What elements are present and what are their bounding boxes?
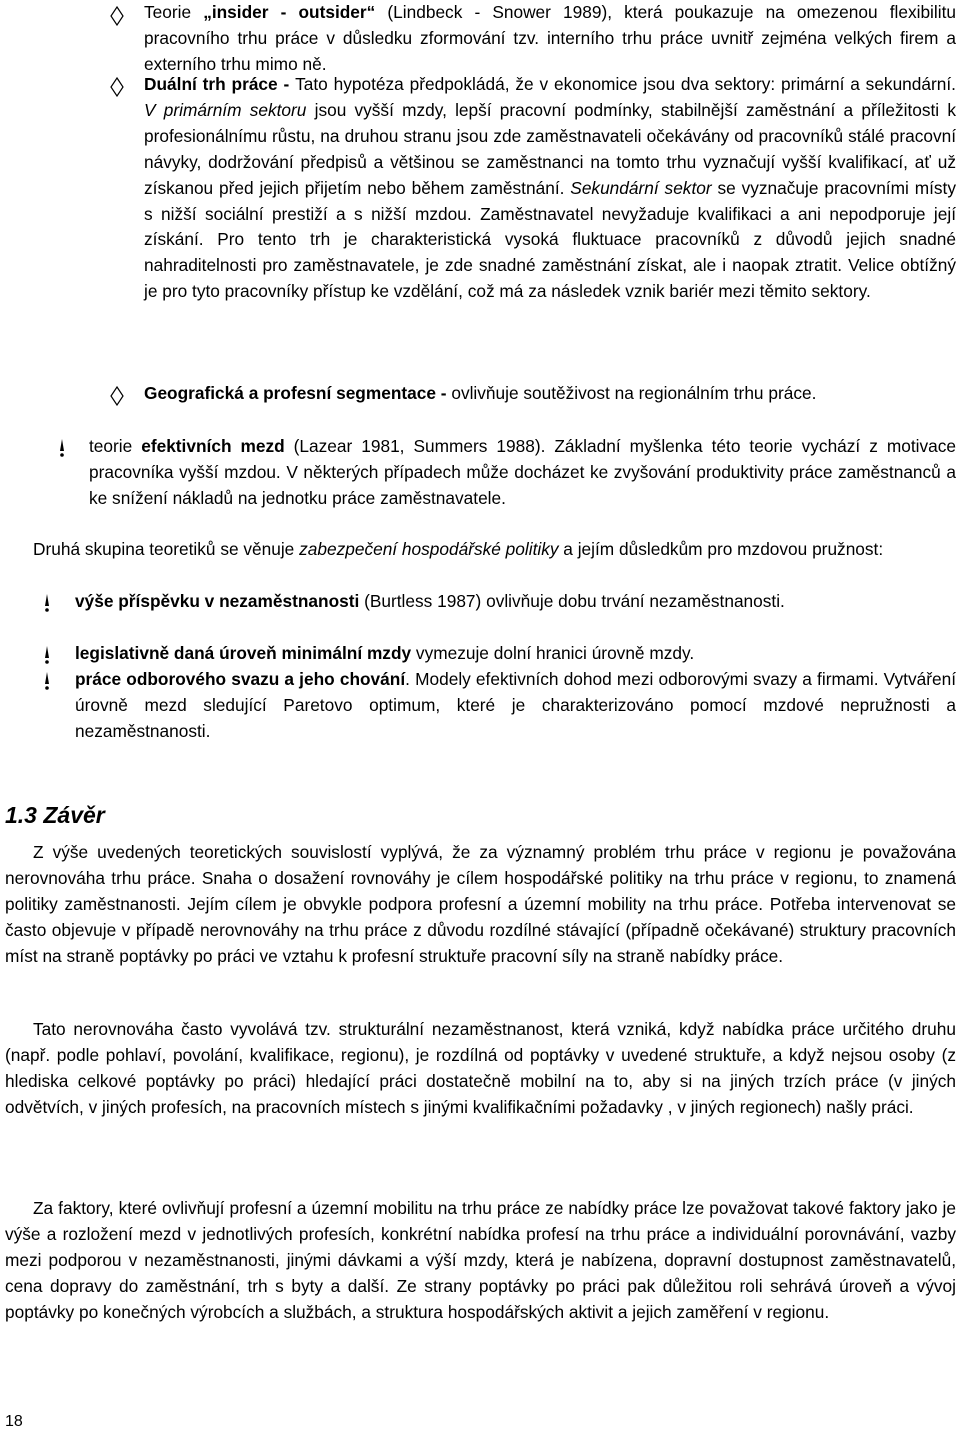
bullet-unemployment-benefit	[75, 589, 956, 615]
item-bold-term: práce odborového svazu a jeho chování	[75, 669, 406, 689]
item-italic-term: Sekundární sektor	[570, 177, 712, 198]
item-bold-term: efektivních mezd	[141, 436, 285, 456]
item-italic-term: zabezpečení hospodářské politiky	[299, 539, 559, 559]
page-number: 18	[5, 1413, 23, 1430]
item-text: (Lindbeck - Snower 1989), která poukazuje na omezenou flexibilitu pracovního trhu práce v důsledku zformování tzv. interního trhu práce uvnitř zejména velkých firem a externího trhu mimo ně.	[144, 2, 956, 74]
conclusion-paragraph-1: Z výše uvedených teoretických souvislostí vyplývá, že za významný problém trhu práce v regionu je považována nerovnováha trhu práce. Snaha o dosažení rovnováhy je cílem hospodářské politiky na trhu práce v regionu, to znamená politiky zaměstnanosti. Jejím cílem je obvykle podpora profesní a územní mobility na trhu práce. Potřeba intervenovat se často objevuje v případě nerovnováhy na trhu práce z důvodu rozdílné stávající (případně očekávané) struktury pracovních míst na straně poptávky po práci ve vztahu k profesní struktuře pracovní síly na straně nabídky práce.	[5, 842, 956, 966]
item-text: teorie	[89, 436, 142, 456]
diamond-outline-icon	[110, 77, 124, 97]
bullet-minimum-wage	[75, 641, 956, 667]
bullet-trade-union	[75, 667, 956, 745]
item-text: a jejím důsledkům pro mzdovou pružnost:	[558, 539, 884, 559]
item-text: se vyznačuje pracovními místy s nižší sociální prestiží a s nižší mzdou. Zaměstnavatel nevyžaduje kvalifikaci a ani nepodporuje její získání. Pro tento trh je charakteristická vysoká fluktuace pracovníků z důvodů jejich snadné nahraditelnosti pro zaměstnavatele, je zde snadné zaměstnání získat, ale i naopak ztratit. Velice obtížný je pro tyto pracovníky přístup ke vzdělání, což má za následek vznik bariér mezi těmito sektory.	[144, 177, 956, 302]
dual-labor-market	[144, 72, 956, 305]
section-heading: 1.3 Závěr	[5, 802, 105, 828]
conclusion-paragraph-2: Tato nerovnováha často vyvolává tzv. strukturální nezaměstnanost, která vzniká, když nabídka práce určitého druhu (např. podle pohlaví, povolání, kvalifikace, regionu), je rozdílná od poptávky v uvedené struktuře, a když nejsou osoby (z hlediska celkové poptávky po práci) hledající práci dostatečně mobilní na to, aby si na jiných trzích práce (v jiných odvětvích, v jiných profesích, na pracovních místech s jinými kvalifikačními požadavky , v jiných regionech) našly práci.	[5, 1019, 956, 1117]
item-bold-term: Geografická a profesní segmentace -	[144, 383, 452, 403]
exclamation-bullet-icon	[40, 645, 54, 665]
diamond-outline-icon	[110, 386, 124, 406]
item-text: Tato hypotéza předpokládá, že v ekonomice jsou dva sektory: primární a sekundární.	[295, 74, 956, 94]
item-text: jsou vyšší mzdy, lepší pracovní podmínky, stabilnější zaměstnání a příležitosti k profesionálnímu růstu, na druhou stranu jsou zde zaměstnavateli očekávány od pracovníků stálé pracovní návyky, dodržování předpisů a většinou se zaměstnanci na tomto trhu vyznačují vyšší kvalifikací, ať už získanou před jejich přijetím nebo během zaměstnání.	[144, 99, 956, 198]
item-text: (Lazear 1981, Summers 1988). Základní myšlenka této teorie vychází z motivace pracovníka vyšší mzdou. V některých případech může docházet ke zvyšování produktivity práce zaměstnanců a ke snížení nákladů na jednotku práce zaměstnavatele.	[89, 436, 956, 508]
item-text: Teorie	[144, 2, 204, 22]
exclamation-bullet-icon	[40, 671, 54, 691]
exclamation-bullet-icon	[40, 593, 54, 613]
item-text: . Modely efektivních dohod mezi odborovými svazy a firmami. Vytváření úrovně mezd sledující Paretovo optimum, které je charakterizováno pomocí mzdové nepružnosti a nezaměstnanosti.	[75, 669, 956, 741]
item-text: ovlivňuje soutěživost na regionálním trhu práce.	[451, 383, 817, 403]
geographic-segmentation	[144, 381, 956, 407]
second-group-paragraph	[5, 537, 956, 563]
item-italic-term: V primárním sektoru	[144, 99, 307, 120]
exclamation-bullet-icon	[55, 438, 69, 458]
item-bold-term: „insider - outsider“	[203, 2, 376, 22]
item-text: (Burtless 1987) ovlivňuje dobu trvání nezaměstnanosti.	[359, 591, 785, 611]
item-text: Druhá skupina teoretiků se věnuje	[33, 539, 300, 559]
item-bold-term: výše příspěvku v nezaměstnanosti	[75, 591, 360, 611]
item-bold-term: legislativně daná úroveň minimální mzdy	[75, 643, 412, 663]
diamond-outline-icon	[110, 6, 124, 26]
conclusion-paragraph-3: Za faktory, které ovlivňují profesní a územní mobilitu na trhu práce ze nabídky práce lze považovat takové faktory jako je výše a rozložení mezd v jednotlivých profesích, konkrétní nabídka profesí na trhu práce a individuální porovnávání, vazby mezi podporou v nezaměstnanosti, jinými dávkami a výší mzdy, která je nabízena, dopravní dostupnost zaměstnavatelů, cena dopravy do zaměstnání, trh s byty a další. Ze strany poptávky po práci pak důležitou roli sehrává úroveň a vývoj poptávky po konečných výrobcích a službách, a struktura hospodářských aktivit a jejich zaměření v regionu.	[5, 1198, 956, 1322]
item-text: vymezuje dolní hranici úrovně mzdy.	[411, 643, 695, 663]
efficiency-wages-theory	[89, 434, 956, 512]
theory-insider-outsider	[144, 0, 956, 78]
item-bold-term: Duální trh práce -	[144, 74, 296, 94]
